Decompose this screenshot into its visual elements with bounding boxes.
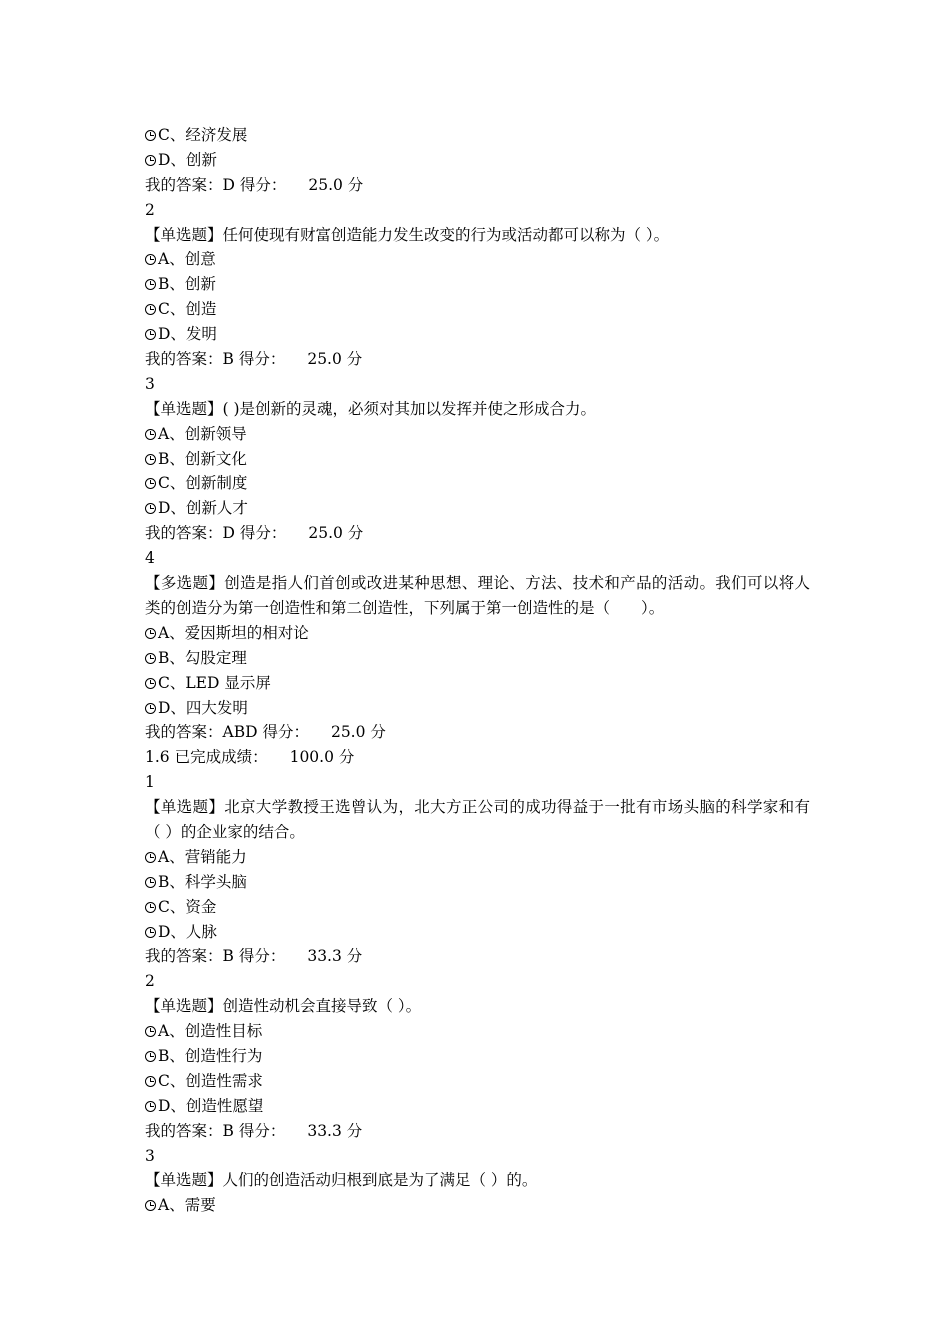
option-a[interactable]: A、创新领导 bbox=[145, 422, 810, 447]
section-score: 1.6 已完成成绩： 100.0 分 bbox=[145, 748, 355, 767]
radio-icon[interactable] bbox=[145, 155, 156, 166]
option-a[interactable]: A、创造性目标 bbox=[145, 1019, 810, 1044]
question-text: 【单选题】创造性动机会直接导致（ ）。 bbox=[145, 997, 422, 1016]
radio-icon[interactable] bbox=[145, 454, 156, 465]
radio-icon[interactable] bbox=[145, 503, 156, 514]
option-c[interactable]: C、LED 显示屏 bbox=[145, 671, 810, 696]
question-text: 【单选题】人们的创造活动归根到底是为了满足（ ）的。 bbox=[145, 1171, 538, 1190]
question-number: 4 bbox=[145, 549, 155, 568]
option-a[interactable]: A、创意 bbox=[145, 247, 810, 272]
radio-icon[interactable] bbox=[145, 429, 156, 440]
radio-icon[interactable] bbox=[145, 1101, 156, 1112]
radio-icon[interactable] bbox=[145, 1051, 156, 1062]
question-number: 1 bbox=[145, 773, 155, 792]
option-a[interactable]: A、爱因斯坦的相对论 bbox=[145, 621, 810, 646]
radio-icon[interactable] bbox=[145, 852, 156, 863]
question-text: 【单选题】( )是创新的灵魂，必须对其加以发挥并使之形成合力。 bbox=[145, 399, 597, 418]
my-answer: 我的答案：B 得分： 33.3 分 bbox=[145, 1121, 363, 1140]
question-text: 【单选题】北京大学教授王选曾认为，北大方正公司的成功得益于一批有市场头脑的科学家和有（ ）的企业家的结合。 bbox=[145, 798, 810, 841]
radio-icon[interactable] bbox=[145, 653, 156, 664]
radio-icon[interactable] bbox=[145, 279, 156, 290]
question-number: 2 bbox=[145, 200, 155, 219]
option-c[interactable]: C、资金 bbox=[145, 895, 810, 920]
my-answer: 我的答案：D 得分： 25.0 分 bbox=[145, 175, 364, 194]
option-d[interactable]: D、创造性愿望 bbox=[145, 1094, 810, 1119]
radio-icon[interactable] bbox=[145, 678, 156, 689]
option-c[interactable]: C、创造 bbox=[145, 297, 810, 322]
my-answer: 我的答案：ABD 得分： 25.0 分 bbox=[145, 723, 386, 742]
radio-icon[interactable] bbox=[145, 254, 156, 265]
option-b[interactable]: B、科学头脑 bbox=[145, 870, 810, 895]
my-answer: 我的答案：D 得分： 25.0 分 bbox=[145, 524, 364, 543]
option-c[interactable]: C、创新制度 bbox=[145, 471, 810, 496]
document-page bbox=[145, 123, 810, 1218]
option-d[interactable]: D、创新 bbox=[145, 148, 810, 173]
radio-icon[interactable] bbox=[145, 304, 156, 315]
option-d[interactable]: D、创新人才 bbox=[145, 496, 810, 521]
option-b[interactable]: B、创新 bbox=[145, 272, 810, 297]
radio-icon[interactable] bbox=[145, 877, 156, 888]
question-text: 【单选题】任何使现有财富创造能力发生改变的行为或活动都可以称为（ ）。 bbox=[145, 225, 670, 244]
option-a[interactable]: A、营销能力 bbox=[145, 845, 810, 870]
option-d[interactable]: D、四大发明 bbox=[145, 696, 810, 721]
radio-icon[interactable] bbox=[145, 1076, 156, 1087]
my-answer: 我的答案：B 得分： 25.0 分 bbox=[145, 350, 363, 369]
option-d[interactable]: D、发明 bbox=[145, 322, 810, 347]
option-a[interactable]: A、需要 bbox=[145, 1193, 810, 1218]
radio-icon[interactable] bbox=[145, 329, 156, 340]
option-c[interactable]: C、创造性需求 bbox=[145, 1069, 810, 1094]
question-number: 3 bbox=[145, 374, 155, 393]
option-b[interactable]: B、创新文化 bbox=[145, 447, 810, 472]
radio-icon[interactable] bbox=[145, 703, 156, 714]
my-answer: 我的答案：B 得分： 33.3 分 bbox=[145, 947, 363, 966]
radio-icon[interactable] bbox=[145, 478, 156, 489]
radio-icon[interactable] bbox=[145, 902, 156, 913]
radio-icon[interactable] bbox=[145, 130, 156, 141]
option-b[interactable]: B、创造性行为 bbox=[145, 1044, 810, 1069]
option-c[interactable]: C、经济发展 bbox=[145, 123, 810, 148]
question-text: 【多选题】创造是指人们首创或改进某种思想、理论、方法、技术和产品的活动。我们可以将人类的创造分为第一创造性和第二创造性，下列属于第一创造性的是（ ）。 bbox=[145, 574, 810, 617]
option-d[interactable]: D、人脉 bbox=[145, 920, 810, 945]
radio-icon[interactable] bbox=[145, 927, 156, 938]
radio-icon[interactable] bbox=[145, 1026, 156, 1037]
option-b[interactable]: B、勾股定理 bbox=[145, 646, 810, 671]
question-number: 3 bbox=[145, 1146, 155, 1165]
radio-icon[interactable] bbox=[145, 628, 156, 639]
radio-icon[interactable] bbox=[145, 1200, 156, 1211]
question-number: 2 bbox=[145, 972, 155, 991]
